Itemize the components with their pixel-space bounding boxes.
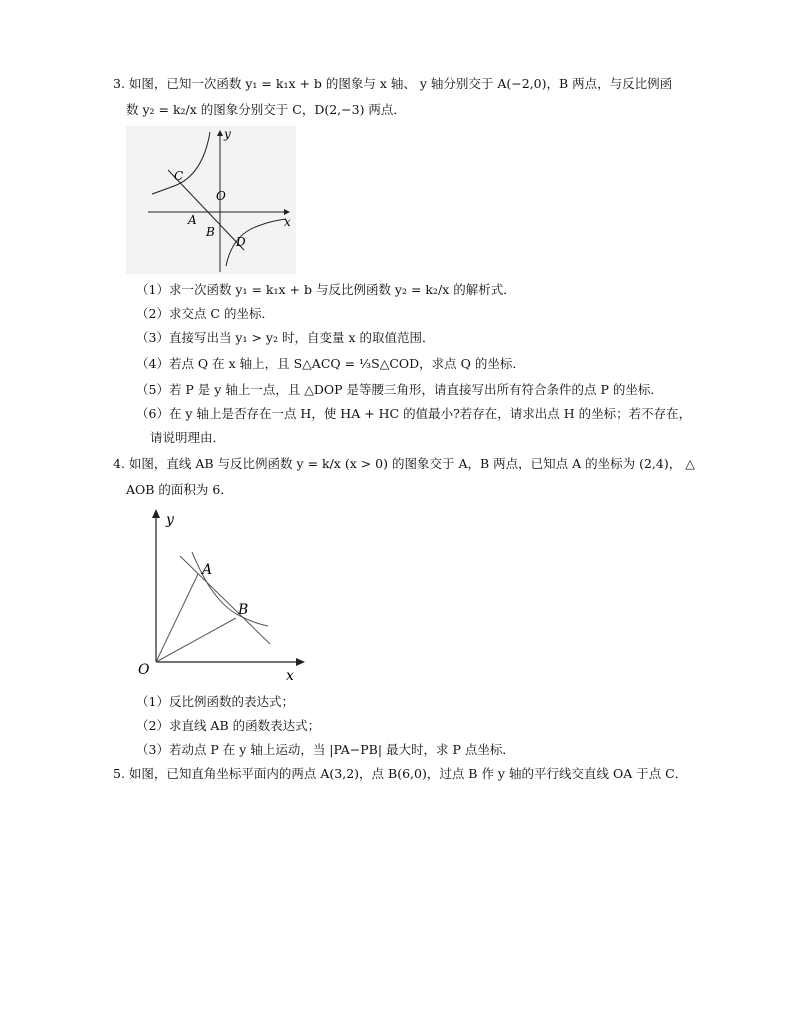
problem3-q6-line2: 请说明理由． (150, 430, 226, 445)
problem4-q2: （2）求直线 AB 的函数表达式； (136, 718, 321, 733)
problem3-q5: （5）若 P 是 y 轴上一点，且 △DOP 是等腰三角形，请直接写出所有符合条件的点 P 的坐标． (136, 382, 663, 397)
problem3-q4: （4）若点 Q 在 x 轴上，且 S△ACQ = ⅓S△COD，求点 Q 的坐标． (136, 356, 525, 371)
problem4-x-arrow-icon (296, 658, 305, 666)
problem3-q3: （3）直接写出当 y₁ > y₂ 时，自变量 x 的取值范围． (136, 330, 435, 345)
problem4-label-O: O (138, 662, 150, 678)
problem4-label-y: y (166, 512, 174, 528)
problem3-label-C: C (174, 169, 184, 183)
problem4-line-AB (180, 556, 270, 644)
problem4-segment-OA (156, 574, 198, 662)
problem3-figure (126, 126, 296, 274)
problem3-q2: （2）求交点 C 的坐标． (136, 306, 274, 321)
problem4-q1: （1）反比例函数的表达式； (136, 694, 294, 709)
problem3-stem-line2: 数 y₂ = k₂/x 的图象分别交于 C，D(2,−3) 两点． (126, 102, 406, 117)
problem3-label-y: y (224, 127, 231, 141)
problem3-label-D: D (236, 235, 246, 249)
problem4-segment-OB (156, 618, 236, 662)
problem3-label-A: A (188, 213, 197, 227)
problem4-y-arrow-icon (152, 509, 160, 518)
problem3-label-O: O (216, 189, 226, 203)
problem4-stem-line1: 4. 如图，直线 AB 与反比例函数 y = k/x (x > 0) 的图象交于 A，B 两点，已知点 A 的坐标为 (2,4)， △ (113, 456, 695, 471)
problem3-q6-line1: （6）在 y 轴上是否存在一点 H，使 HA + HC 的值最小?若存在，请求出点 H 的坐标；若不存在， (136, 406, 692, 421)
problem3-label-x: x (284, 215, 291, 229)
problem4-stem-line2: AOB 的面积为 6． (126, 482, 233, 497)
problem3-figure-background (126, 126, 296, 274)
problem3-stem-line1: 3. 如图，已知一次函数 y₁ = k₁x + b 的图象与 x 轴、 y 轴分别交于 A(−2,0)，B 两点，与反比例函 (113, 76, 673, 91)
problem4-label-x: x (286, 668, 294, 680)
problem3-label-B: B (206, 225, 215, 239)
problem4-figure (130, 504, 320, 680)
problem4-label-B: B (238, 602, 249, 618)
problem5-stem: 5. 如图，已知直角坐标平面内的两点 A(3,2)，点 B(6,0)，过点 B 作 y 轴的平行线交直线 OA 于点 C． (113, 766, 688, 781)
problem4-q3: （3）若动点 P 在 y 轴上运动，当 |PA−PB| 最大时，求 P 点坐标． (136, 742, 515, 757)
problem4-label-A: A (202, 562, 213, 578)
problem3-q1: （1）求一次函数 y₁ = k₁x + b 与反比例函数 y₂ = k₂/x 的解析式． (136, 282, 516, 297)
